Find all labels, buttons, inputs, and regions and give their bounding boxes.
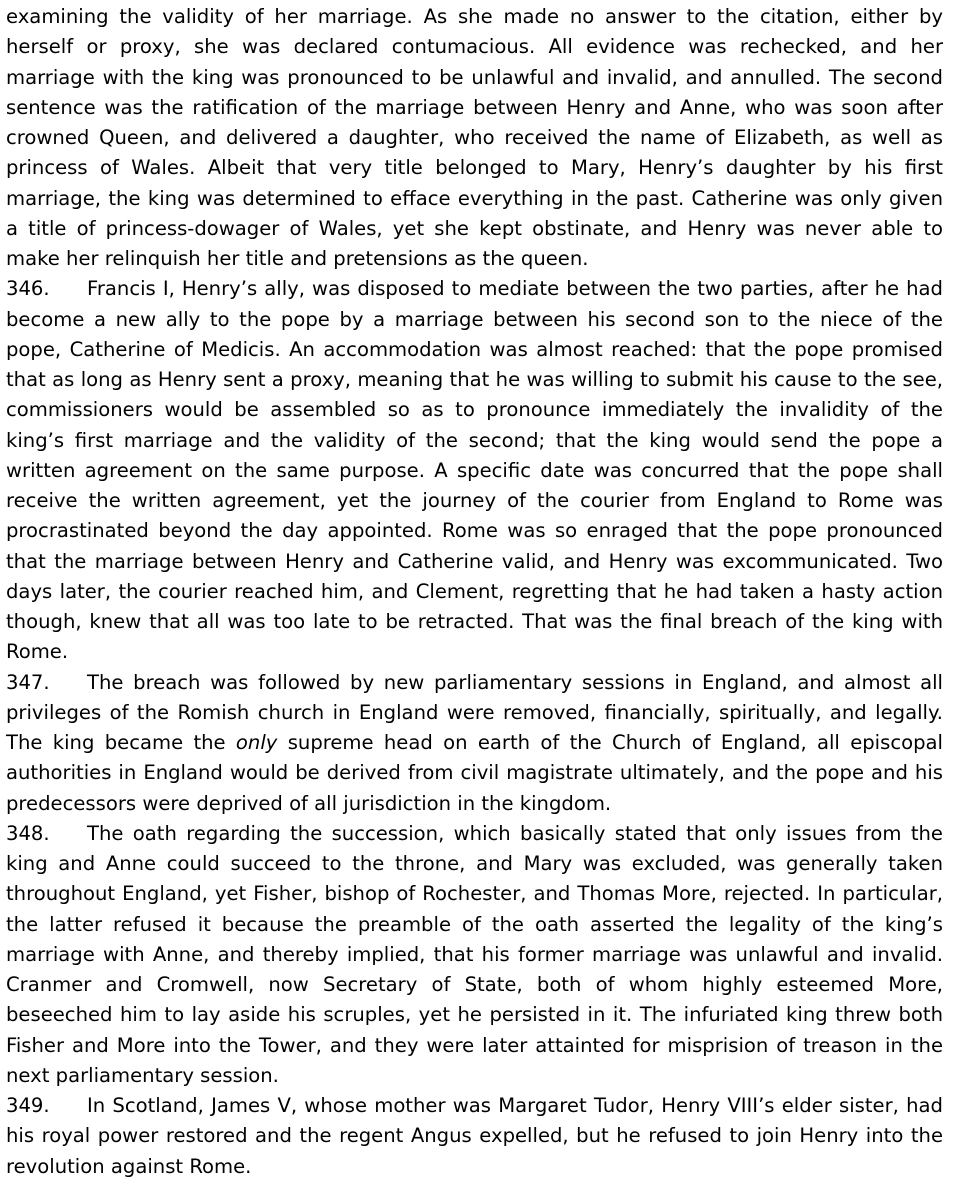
paragraph-text: Francis I, Henry’s ally, was disposed to mediate between the two parties, after he had become a new ally to the pope by a marriage between his second son to the niece of the pope, Catherine of Medicis. An accommodation was almost reached: that the pope promised that as long as Henry sent a proxy, meaning that he was willing to submit his cause to the see, commissioners would be assembled so as to pronounce immediately the invalidity of the king’s first marriage and the validity of the second; that the king would send the pope a written agreement on the same purpose. A specific date was concurred that the pope shall receive the written agreement, yet the journey of the courier from England to Rome was procrastinated beyond the day appointed. Rome was so enraged that the pope pronounced that the marriage between Henry and Catherine valid, and Henry was excommunicated. Two days later, the courier reached him, and Clement, regretting that he had taken a hasty action though, knew that all was too late to be retracted. That was the final breach of the king with Rome.	[6, 277, 943, 664]
paragraph-continuation	[6, 2, 943, 274]
paragraph-text: In Scotland, James V, whose mother was Margaret Tudor, Henry VIII’s elder sister, had his royal power restored and the regent Angus expelled, but he refused to join Henry into the revolution against Rome.	[6, 1094, 943, 1178]
paragraph-emphasis: only	[235, 731, 278, 754]
paragraph-347	[6, 668, 943, 819]
paragraph-text: The oath regarding the succession, which basically stated that only issues from the king and Anne could succeed to the throne, and Mary was excluded, was generally taken throughout England, yet Fisher, bishop of Rochester, and Thomas More, rejected. In particular, the latter refused it because the preamble of the oath asserted the legality of the king’s marriage with Anne, and thereby implied, that his former marriage was unlawful and invalid. Cranmer and Cromwell, now Secretary of State, both of whom highly esteemed More, beseeched him to lay aside his scruples, yet he persisted in it. The infuriated king threw both Fisher and More into the Tower, and they were later attainted for misprision of treason in the next parliamentary session.	[6, 821, 943, 1087]
paragraph-number: 346.	[6, 277, 50, 301]
paragraph-text-before: The breach was followed by new parliamentary sessions in England, and almost all privileges of the Romish church in England were removed, financially, spiritually, and legally. The king became the	[6, 670, 943, 754]
paragraph-number: 347.	[6, 670, 50, 694]
paragraph-346	[6, 274, 943, 667]
paragraph-number: 348.	[6, 821, 50, 845]
paragraph-text-after: supreme head on earth of the Church of England, all episcopal authorities in England would be derived from civil magistrate ultimately, and the pope and his predecessors were deprived of all jurisdiction in the kingdom.	[6, 731, 943, 815]
paragraph-349	[6, 1091, 943, 1182]
paragraph-348	[6, 819, 943, 1091]
paragraph-text: examining the validity of her marriage. As she made no answer to the citation, either by herself or proxy, she was declared contumacious. All evidence was rechecked, and her marriage with the king was pronounced to be unlawful and invalid, and annulled. The second sentence was the ratification of the marriage between Henry and Anne, who was soon after crowned Queen, and delivered a daughter, who received the name of Elizabeth, as well as princess of Wales. Albeit that very title belonged to Mary, Henry’s daughter by his first marriage, the king was determined to efface everything in the past. Catherine was only given a title of princess-dowager of Wales, yet she kept obstinate, and Henry was never able to make her relinquish her title and pretensions as the queen.	[6, 5, 943, 270]
paragraph-number: 349.	[6, 1094, 50, 1117]
